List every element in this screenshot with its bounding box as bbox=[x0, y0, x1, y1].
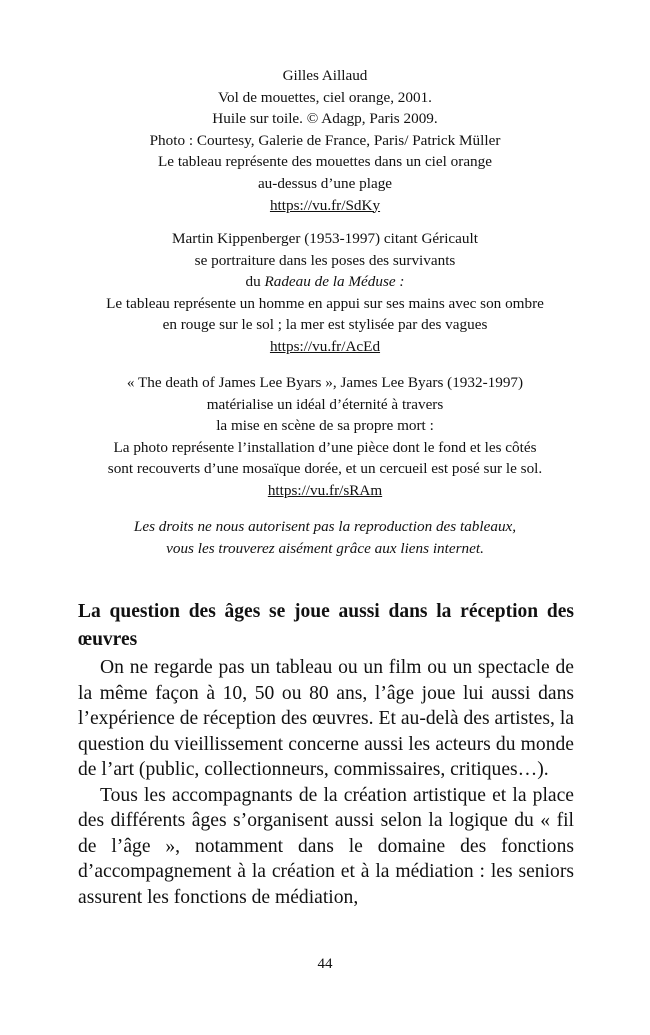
caption-line: La photo représente l’installation d’une pièce dont le fond et les côtés bbox=[113, 438, 537, 456]
caption-link-sram[interactable]: https://vu.fr/sRAm bbox=[267, 481, 383, 499]
rights-note-line: Les droits ne nous autorisent pas la reproduction des tableaux, bbox=[133, 518, 517, 535]
caption-kippenberger bbox=[60, 228, 590, 358]
body-text bbox=[78, 655, 574, 910]
artwork-title: Radeau de la Méduse : bbox=[264, 273, 405, 291]
caption-link-aced[interactable]: https://vu.fr/AcEd bbox=[269, 337, 381, 355]
page-number: 44 bbox=[317, 956, 333, 972]
caption-line: Le tableau représente des mouettes dans un ciel orange bbox=[158, 153, 492, 171]
rights-note bbox=[60, 516, 590, 559]
caption-line: se portraiture dans les poses des survivants bbox=[194, 251, 456, 269]
caption-line: Photo : Courtesy, Galerie de France, Paris/ Patrick Müller bbox=[149, 131, 501, 149]
caption-link-sdky[interactable]: https://vu.fr/SdKy bbox=[269, 196, 381, 214]
body-paragraph: Tous les accompagnants de la création artistique et la place des différents âges s’organisent aussi selon la logique du « fil de l’âge », notamment dans le domaine des fonctions d’accompagnement à la création et à la médiation : les seniors assurent les fonctions de médiation, bbox=[78, 784, 574, 908]
caption-line: la mise en scène de sa propre mort : bbox=[216, 417, 434, 435]
body-paragraph: On ne regarde pas un tableau ou un film ou un spectacle de la même façon à 10, 50 ou 80 ans, l’âge joue lui aussi dans l’expérience de réception des œuvres. Et au-delà des artistes, la question du vieillissement concerne aussi les acteurs du monde de l’art (public, collectionneurs, commissaires, critiques…). bbox=[78, 657, 574, 780]
caption-line: « The death of James Lee Byars », James Lee Byars (1932-1997) bbox=[126, 374, 524, 391]
caption-line: au-dessus d’une plage bbox=[257, 174, 393, 192]
caption-line: Martin Kippenberger (1953-1997) citant Géricault bbox=[172, 230, 478, 247]
caption-prefix: du bbox=[245, 273, 265, 291]
caption-line bbox=[60, 271, 590, 293]
caption-line: en rouge sur le sol ; la mer est stylisée par des vagues bbox=[162, 316, 488, 334]
caption-line: Le tableau représente un homme en appui sur ses mains avec son ombre bbox=[106, 294, 544, 312]
caption-line: matérialise un idéal d’éternité à travers bbox=[206, 395, 444, 413]
caption-byars bbox=[60, 372, 590, 502]
rights-note-line: vous les trouverez aisément grâce aux liens internet. bbox=[166, 539, 484, 557]
section-heading: La question des âges se joue aussi dans la réception des œuvres bbox=[78, 601, 574, 650]
caption-line: Gilles Aillaud bbox=[282, 67, 368, 84]
caption-line: sont recouverts d’une mosaïque dorée, et un cercueil est posé sur le sol. bbox=[107, 460, 543, 478]
caption-aillaud bbox=[60, 65, 590, 216]
caption-line: Huile sur toile. © Adagp, Paris 2009. bbox=[212, 110, 438, 128]
caption-line: Vol de mouettes, ciel orange, 2001. bbox=[218, 88, 432, 106]
